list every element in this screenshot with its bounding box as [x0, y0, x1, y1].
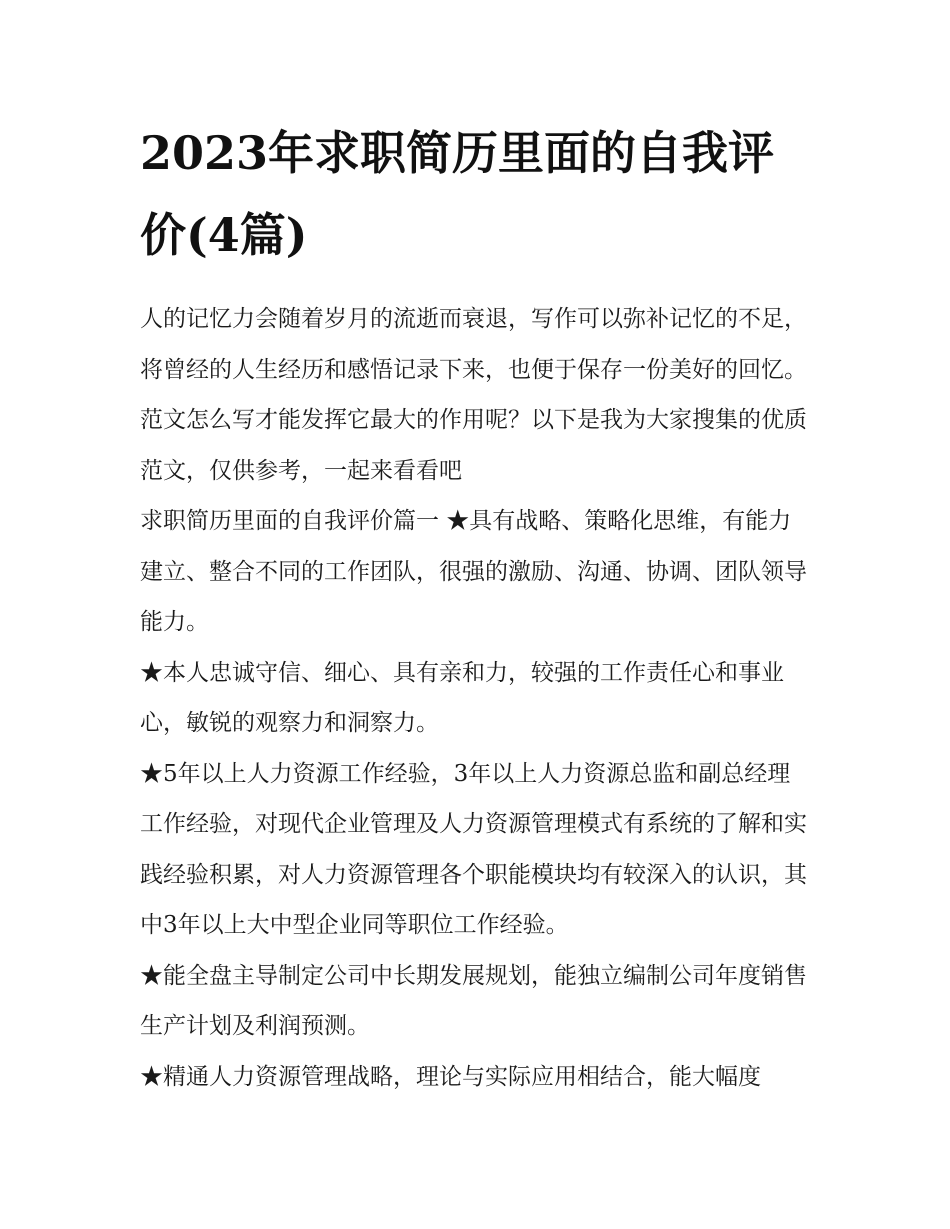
bullet-paragraph-strategy: ★精通人力资源管理战略，理论与实际应用相结合，能大幅度 [140, 1063, 761, 1090]
bullet-paragraph-integrity: ★本人忠诚守信、细心、具有亲和力，较强的工作责任心和事业心，敏锐的观察力和洞察力。 [140, 659, 784, 736]
document-content [140, 112, 812, 1102]
section-one-paragraph: 求职简历里面的自我评价篇一 ★具有战略、策略化思维，有能力建立、整合不同的工作团队，很强的激励、沟通、协调、团队领导能力。 [140, 508, 807, 635]
document-title: 2023年求职简历里面的自我评价(4篇) [140, 126, 775, 262]
intro-paragraph: 人的记忆力会随着岁月的流逝而衰退，写作可以弥补记忆的不足，将曾经的人生经历和感悟记录下来，也便于保存一份美好的回忆。范文怎么写才能发挥它最大的作用呢？以下是我为大家搜集的优质范文，仅供参考，一起来看看吧 [140, 306, 807, 484]
document-body [140, 294, 812, 1102]
bullet-paragraph-planning: ★能全盘主导制定公司中长期发展规划，能独立编制公司年度销售生产计划及利润预测。 [140, 962, 807, 1039]
bullet-paragraph-experience: ★5年以上人力资源工作经验，3年以上人力资源总监和副总经理工作经验，对现代企业管理及人力资源管理模式有系统的了解和实践经验积累，对人力资源管理各个职能模块均有较深入的认识，其中3年以上大中型企业同等职位工作经验。 [140, 760, 807, 938]
